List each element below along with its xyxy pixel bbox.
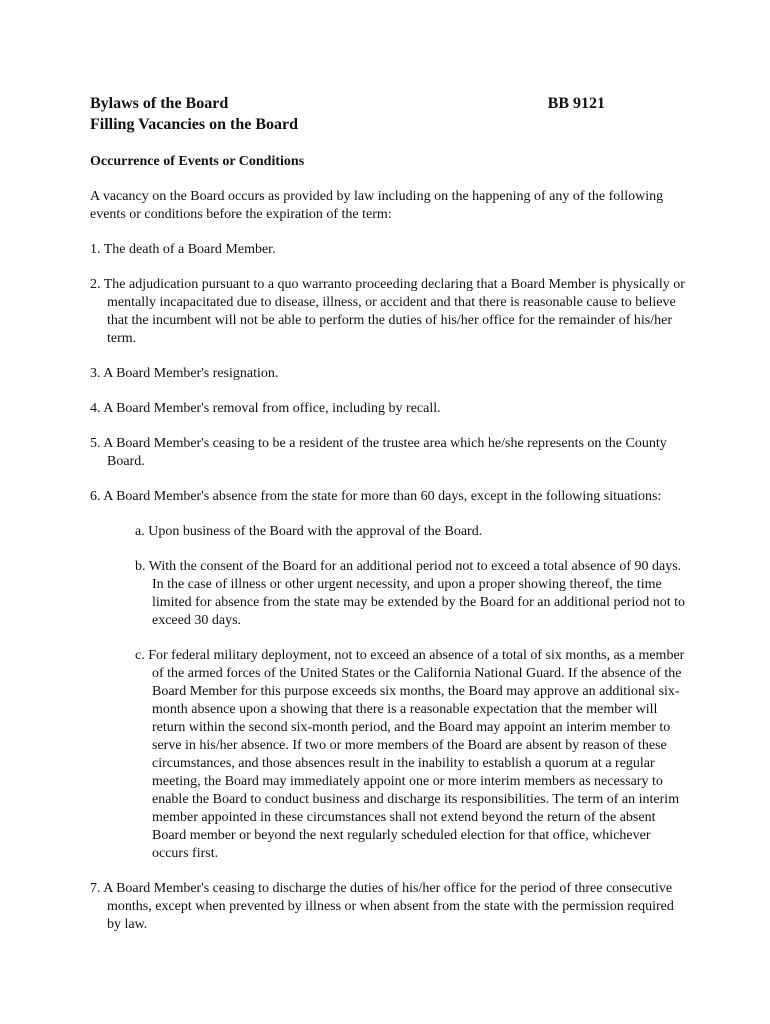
section-heading: Occurrence of Events or Conditions <box>90 154 305 169</box>
list-item-6: 6. A Board Member's absence from the state for more than 60 days, except in the following situations: <box>90 489 662 504</box>
document-subtitle: Filling Vacancies on the Board <box>90 116 299 133</box>
list-item-1: 1. The death of a Board Member. <box>90 242 276 257</box>
header-row <box>90 93 630 114</box>
bylaws-title: Bylaws of the Board <box>90 95 229 112</box>
list-item-4: 4. A Board Member's removal from office, including by recall. <box>90 401 441 416</box>
list-item-7: 7. A Board Member's ceasing to discharge the duties of his/her office for the period of three consecutive months, except when prevented by illness or when absent from the state with the permission required by law. <box>90 881 674 932</box>
sub-item-c: c. For federal military deployment, not to exceed an absence of a total of six months, as a member of the armed forces of the United States or the California National Guard. If the absence of the Board Member for this purpose exceeds six months, the Board may approve an additional six-month absence upon a showing that there is a reasonable expectation that the member will return within the second six-month period, and the Board may appoint an interim member to serve in his/her absence. If two or more members of the Board are absent by reason of these circumstances, and those absences result in the inability to establish a quorum at a regular meeting, the Board may immediately appoint one or more interim members as necessary to enable the Board to conduct business and discharge its responsibilities. The term of an interim member appointed in these circumstances shall not extend beyond the return of the absent Board member or beyond the next regularly scheduled election for that office, whichever occurs first. <box>135 648 685 861</box>
policy-code: BB 9121 <box>547 95 605 112</box>
list-item-5: 5. A Board Member's ceasing to be a resident of the trustee area which he/she represents on the County Board. <box>90 436 667 469</box>
document-body <box>90 188 690 934</box>
list-item-3: 3. A Board Member's resignation. <box>90 366 279 381</box>
sub-item-b: b. With the consent of the Board for an additional period not to exceed a total absence of 90 days. In the case of illness or other urgent necessity, and upon a proper showing thereof, the time limited for absence from the state may be extended by the Board for an additional period not to exceed 30 days. <box>135 559 685 628</box>
list-item-2: 2. The adjudication pursuant to a quo warranto proceeding declaring that a Board Member is physically or mentally incapacitated due to disease, illness, or accident and that there is reasonable cause to believe that the incumbent will not be able to perform the duties of his/her office for the remainder of his/her term. <box>90 277 685 346</box>
intro-paragraph: A vacancy on the Board occurs as provided by law including on the happening of any of the following events or conditions before the expiration of the term: <box>90 189 664 222</box>
document-header <box>90 93 630 135</box>
sub-item-a: a. Upon business of the Board with the approval of the Board. <box>135 524 483 539</box>
